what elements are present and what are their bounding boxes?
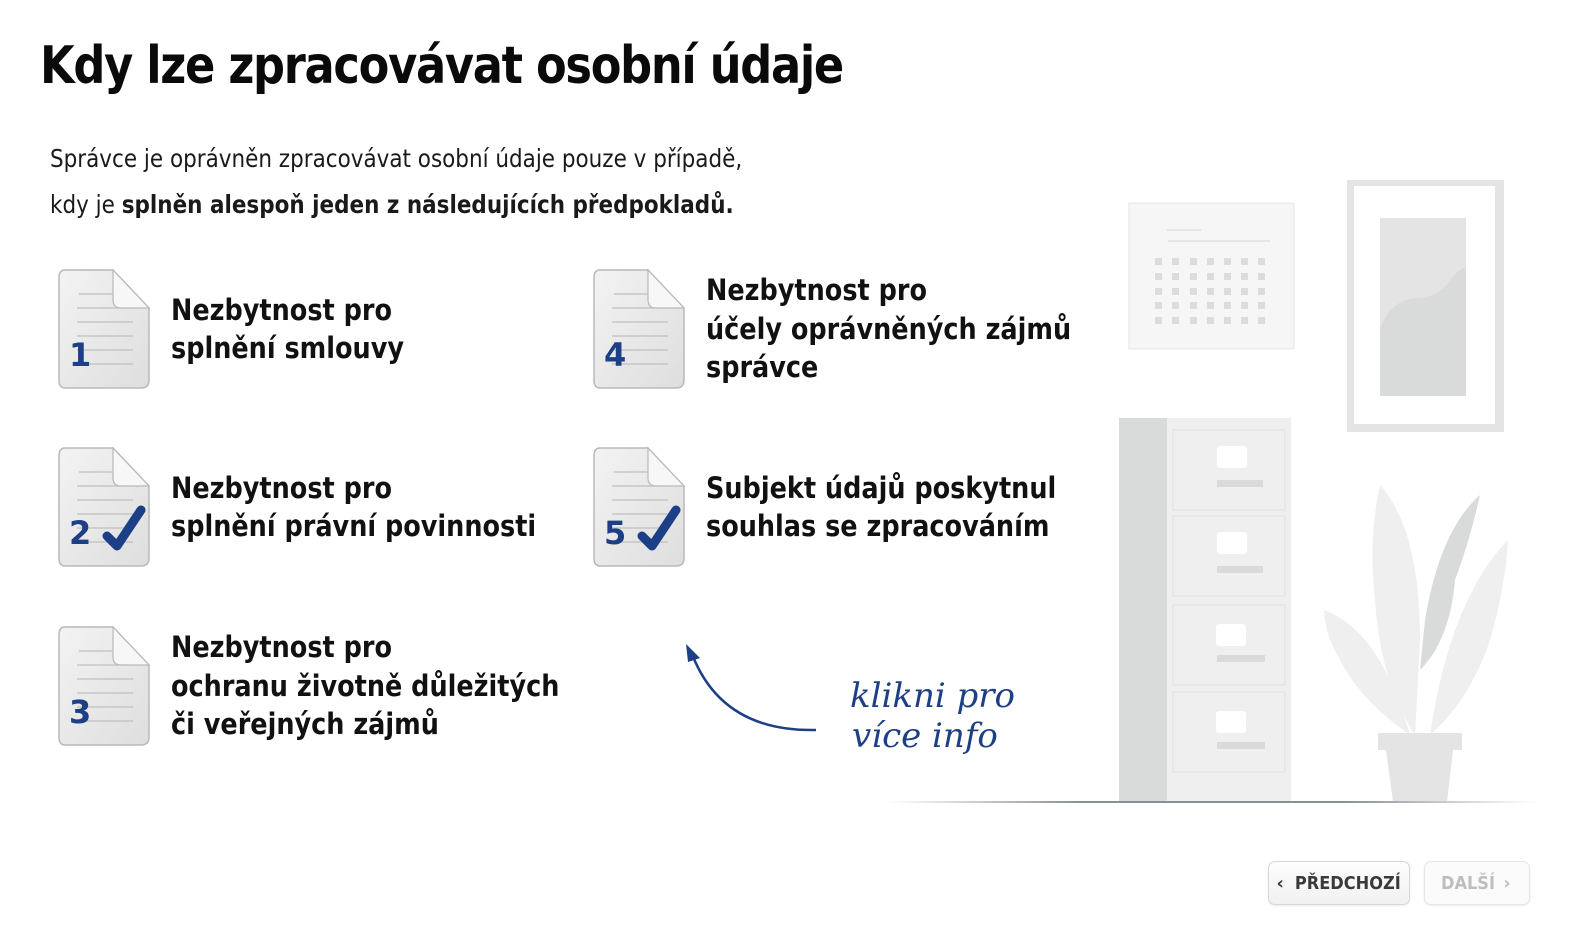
previous-button[interactable]: ‹ PŘEDCHOZÍ	[1268, 861, 1410, 905]
picture-frame-icon	[1347, 180, 1504, 432]
item-label: Nezbytnost pro ochranu životně důležitých či veřejných zájmů	[171, 630, 560, 742]
option-legal-obligation[interactable]	[57, 446, 586, 568]
intro-line-1: Správce je oprávněn zpracovávat osobní údaje pouze v případě,	[50, 144, 743, 173]
option-consent[interactable]	[592, 446, 1104, 568]
floor-line	[888, 801, 1536, 803]
document-icon	[592, 268, 686, 390]
curved-arrow-icon	[682, 640, 822, 740]
document-icon	[57, 625, 151, 747]
item-label: Nezbytnost pro účely oprávněných zájmů správce	[706, 273, 1072, 385]
filing-cabinet-icon	[1119, 418, 1291, 802]
plant-icon	[1324, 485, 1508, 802]
next-button[interactable]: DALŠÍ ›	[1424, 861, 1530, 905]
calendar-icon	[1129, 203, 1294, 349]
item-number: 2	[69, 514, 92, 552]
document-check-icon	[57, 446, 151, 568]
option-legitimate-interests[interactable]	[592, 268, 1121, 390]
item-label: Nezbytnost pro splnění smlouvy	[171, 292, 404, 365]
option-contract[interactable]	[57, 268, 436, 390]
item-label: Subjekt údajů poskytnul souhlas se zpracováním	[706, 470, 1057, 543]
item-number: 1	[69, 336, 92, 374]
option-vital-interests[interactable]	[57, 625, 612, 747]
intro-text	[50, 136, 742, 228]
item-number: 4	[604, 336, 627, 374]
item-number: 3	[69, 693, 92, 731]
chevron-right-icon: ›	[1503, 872, 1511, 894]
chevron-left-icon: ‹	[1276, 872, 1284, 894]
item-number: 5	[604, 514, 627, 552]
page-title: Kdy lze zpracovávat osobní údaje	[40, 36, 843, 96]
item-label: Nezbytnost pro splnění právní povinnosti	[171, 470, 537, 543]
document-icon	[57, 268, 151, 390]
intro-line-2: kdy je splněn alespoň jeden z následujících předpokladů.	[50, 190, 734, 219]
intro-emphasis: splněn alespoň jeden z následujících předpokladů.	[121, 190, 734, 219]
click-hint: klikni pro více info	[850, 676, 1016, 756]
document-check-icon	[592, 446, 686, 568]
